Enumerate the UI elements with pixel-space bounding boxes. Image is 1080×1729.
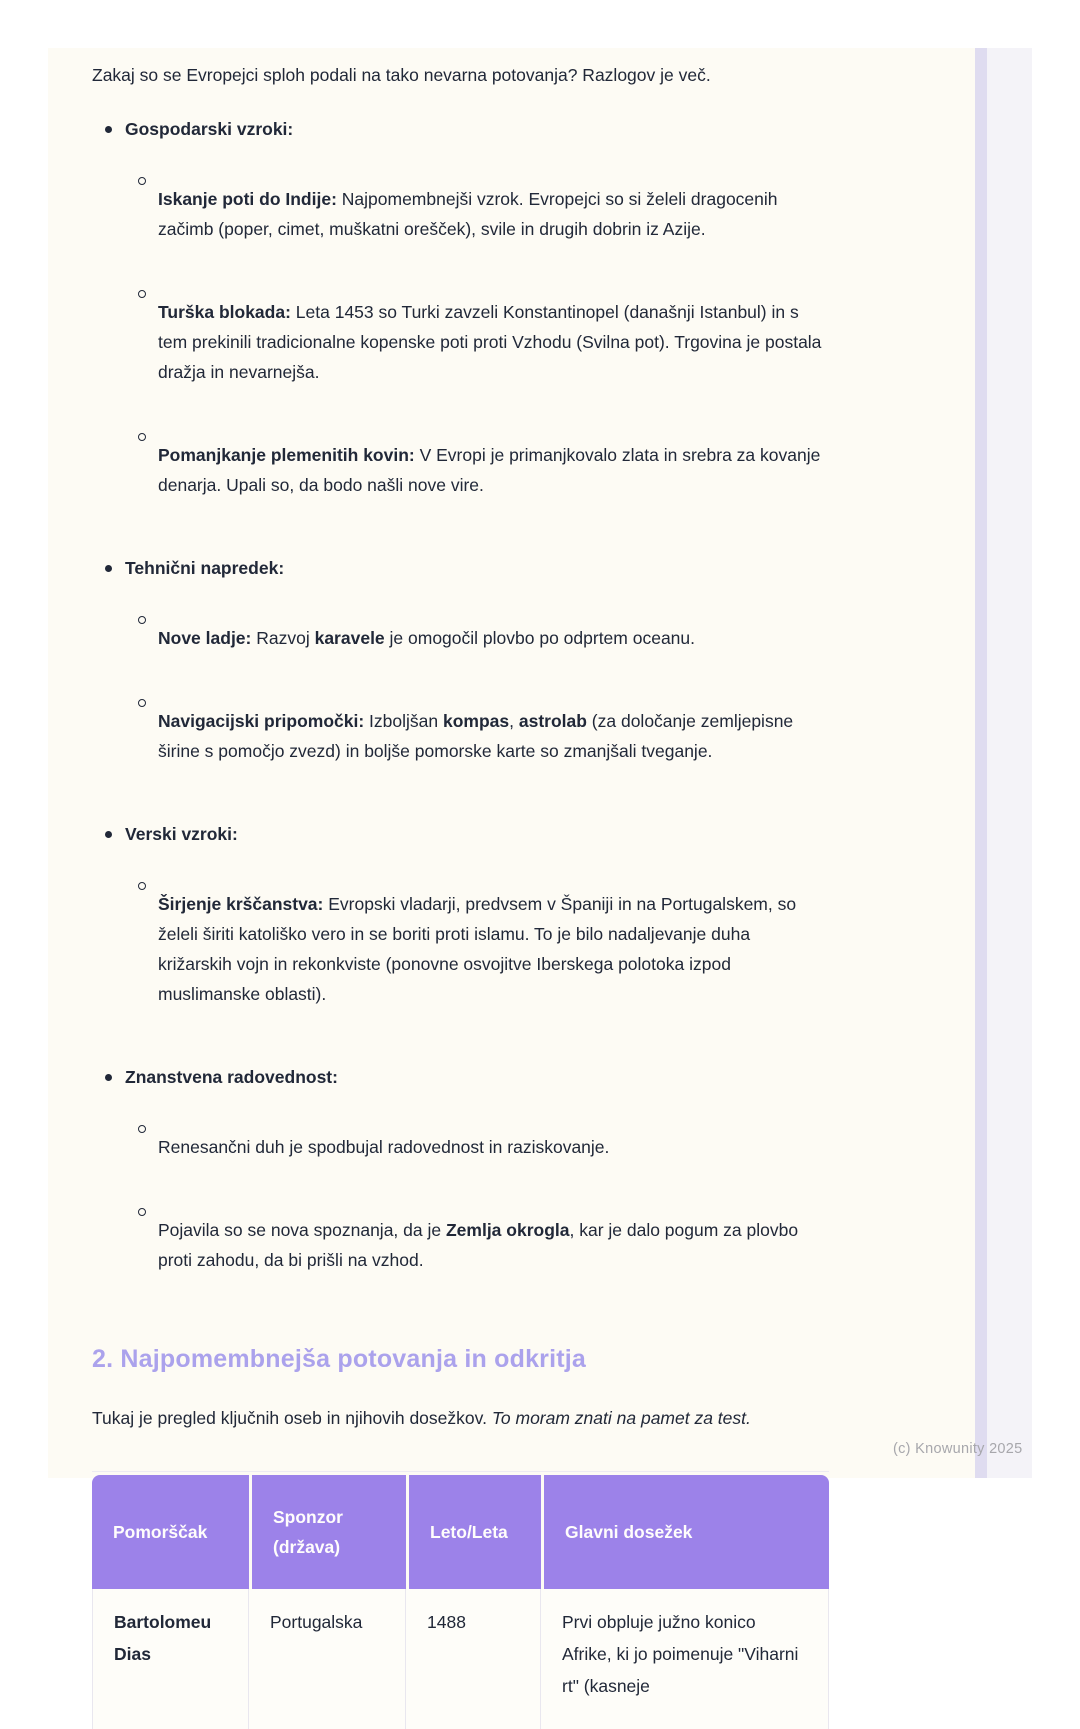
section-heading: 2. Najpomembnejša potovanja in odkritja <box>92 1345 587 1373</box>
cell-sponsor: Portugalska <box>249 1589 406 1729</box>
column-header-leto: Leto/Leta <box>406 1475 541 1589</box>
bullet-icon <box>105 1074 112 1081</box>
list-item <box>92 553 827 801</box>
list-item-title: Tehnični napredek: <box>125 558 285 578</box>
sub-list <box>125 605 827 783</box>
list-item-title: Znanstvena radovednost: <box>125 1067 338 1087</box>
sub-list <box>125 1114 827 1292</box>
column-header-dosezek: Glavni dosežek <box>541 1475 829 1589</box>
list-item <box>125 688 827 783</box>
document-page <box>48 48 975 1696</box>
list-item <box>125 871 827 1026</box>
list-item-text: Turška blokada: Leta 1453 so Turki zavzeli Konstantinopel (današnji Istanbul) in s tem prekinili tradicionalne kopenske poti proti Vzhodu (Svilna pot). Trgovina je postala dražja in nevarnejša. <box>158 301 822 382</box>
list-item-title: Verski vzroki: <box>125 824 238 844</box>
circle-bullet-icon <box>138 177 146 185</box>
list-item-text: Renesančni duh je spodbujal radovednost in raziskovanje. <box>158 1136 610 1157</box>
circle-bullet-icon <box>138 433 146 441</box>
list-item-text: Iskanje poti do Indije: Najpomembnejši vzrok. Evropejci so si želeli dragocenih začimb (poper, cimet, muškatni orešček), svile in drugih dobrin iz Azije. <box>158 188 778 239</box>
list-item-text: Pojavila so se nova spoznanja, da je Zemlja okrogla, kar je dalo pogum za plovbo proti zahodu, da bi prišli na vzhod. <box>158 1219 799 1270</box>
circle-bullet-icon <box>138 1208 146 1216</box>
sub-list <box>125 166 827 517</box>
reasons-list <box>92 114 827 1310</box>
bullet-icon <box>105 565 112 572</box>
list-item <box>92 1062 827 1310</box>
column-header-pomorscak: Pomorščak <box>92 1475 249 1589</box>
table-top-rule <box>92 1471 829 1472</box>
circle-bullet-icon <box>138 1125 146 1133</box>
bullet-icon <box>105 126 112 133</box>
watermark: (c) Knowunity 2025 <box>893 1441 1023 1457</box>
list-item-text: Nove ladje: Razvoj karavele je omogočil plovbo po odprtem oceanu. <box>158 627 696 648</box>
cell-explorer-name: Bartolomeu Dias <box>92 1589 249 1729</box>
list-item <box>125 166 827 261</box>
list-item <box>92 819 827 1044</box>
list-item <box>125 1197 827 1292</box>
table-row <box>92 1589 829 1729</box>
list-item <box>125 279 827 404</box>
emphasized-note: To moram znati na pamet za test. <box>491 1408 751 1428</box>
circle-bullet-icon <box>138 290 146 298</box>
list-item <box>125 605 827 670</box>
table-header <box>92 1475 829 1589</box>
list-item-text: Pomanjkanje plemenitih kovin: V Evropi je primanjkovalo zlata in srebra za kovanje denarja. Upali so, da bodo našli nove vire. <box>158 444 821 495</box>
list-item-title: Gospodarski vzroki: <box>125 119 294 139</box>
circle-bullet-icon <box>138 699 146 707</box>
list-item <box>125 422 827 517</box>
column-header-sponzor: Sponzor (država) <box>249 1475 406 1589</box>
circle-bullet-icon <box>138 882 146 890</box>
list-item-text: Širjenje krščanstva: Evropski vladarji, predvsem v Španiji in na Portugalskem, so želeli širiti katoliško vero in se boriti proti islamu. To je bilo nadaljevanje duha križarskih vojn in rekonkviste (ponovne osvojitve Iberskega polotoka izpod muslimanske oblasti). <box>158 893 797 1004</box>
cell-achievement: Prvi obpluje južno konico Afrike, ki jo poimenuje "Viharni rt" (kasneje <box>541 1589 829 1729</box>
side-scrollbar-track[interactable] <box>975 48 1032 1478</box>
cell-year: 1488 <box>406 1589 541 1729</box>
list-item <box>125 1114 827 1179</box>
explorers-table <box>92 1475 829 1729</box>
section-paragraph: Tukaj je pregled ključnih oseb in njihovih dosežkov. To moram znati na pamet za test. <box>92 1408 751 1428</box>
bullet-icon <box>105 831 112 838</box>
list-item <box>92 114 827 535</box>
document-content <box>48 48 827 1729</box>
intro-paragraph: Zakaj so se Evropejci sploh podali na tako nevarna potovanja? Razlogov je več. <box>92 65 711 85</box>
list-item-text: Navigacijski pripomočki: Izboljšan kompas, astrolab (za določanje zemljepisne širine s pomočjo zvezd) in boljše pomorske karte so zmanjšali tveganje. <box>158 710 794 761</box>
sub-list <box>125 871 827 1026</box>
circle-bullet-icon <box>138 616 146 624</box>
